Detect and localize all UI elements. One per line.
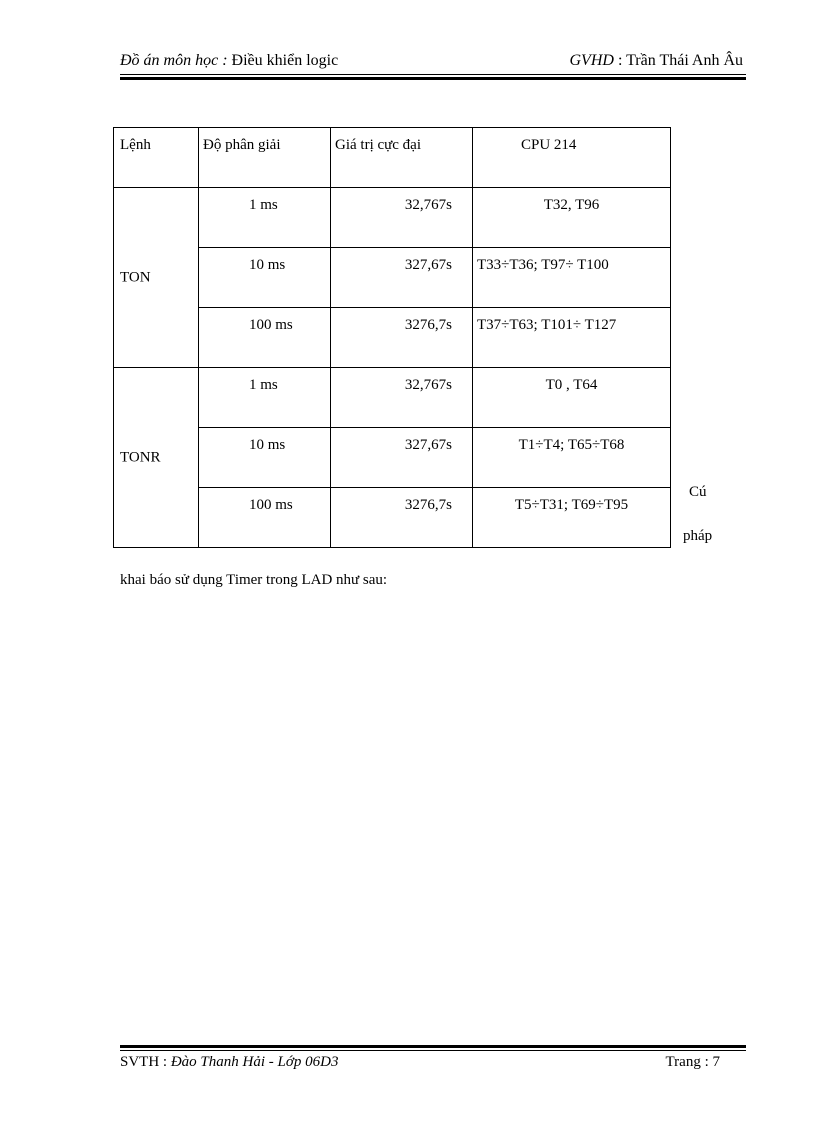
- header-rule-thin: [120, 74, 746, 75]
- header-cell-cpu: CPU 214: [473, 128, 671, 188]
- cpu-cell: T0 , T64: [473, 368, 671, 428]
- resolution-cell: 1 ms: [199, 368, 331, 428]
- page-header: [120, 52, 746, 74]
- page-footer: [120, 1054, 746, 1076]
- resolution-cell: 100 ms: [199, 308, 331, 368]
- mode-cell-ton: TON: [114, 188, 199, 368]
- body-text-line: khai báo sử dụng Timer trong LAD như sau:: [120, 572, 388, 588]
- resolution-cell: 100 ms: [199, 488, 331, 548]
- header-cell-max-value: Giá trị cực đại: [331, 128, 473, 188]
- table-row: [114, 368, 671, 428]
- cpu-cell: T32, T96: [473, 188, 671, 248]
- header-advisor: [570, 52, 744, 70]
- cpu-cell: T37÷T63; T101÷ T127: [473, 308, 671, 368]
- header-advisor-name: : Trần Thái Anh Âu: [613, 52, 743, 69]
- max-value-cell: 327,67s: [331, 248, 473, 308]
- footer-student: [120, 1054, 338, 1071]
- footer-rule-thin: [120, 1050, 746, 1051]
- footer-svth-label: SVTH :: [120, 1054, 171, 1070]
- header-course-label: Đồ án môn học :: [120, 52, 228, 69]
- resolution-cell: 10 ms: [199, 248, 331, 308]
- table-row: [114, 188, 671, 248]
- mode-cell-tonr: TONR: [114, 368, 199, 548]
- timer-table: [113, 127, 671, 548]
- resolution-cell: 10 ms: [199, 428, 331, 488]
- side-word-cu: Cú: [689, 484, 707, 500]
- max-value-cell: 32,767s: [331, 188, 473, 248]
- cpu-cell: T1÷T4; T65÷T68: [473, 428, 671, 488]
- max-value-cell: 3276,7s: [331, 488, 473, 548]
- page-number: Trang : 7: [665, 1054, 720, 1070]
- max-value-cell: 3276,7s: [331, 308, 473, 368]
- header-course-name: Điều khiển logic: [227, 52, 339, 69]
- header-advisor-label: GVHD: [569, 52, 614, 69]
- header-cell-resolution: Độ phân giải: [199, 128, 331, 188]
- max-value-cell: 32,767s: [331, 368, 473, 428]
- max-value-cell: 327,67s: [331, 428, 473, 488]
- header-rule-thick: [120, 77, 746, 80]
- cpu-cell: T33÷T36; T97÷ T100: [473, 248, 671, 308]
- header-course: [120, 52, 338, 70]
- header-cell-command: Lệnh: [114, 128, 199, 188]
- footer-rule-thick: [120, 1045, 746, 1048]
- footer-student-name: Đào Thanh Hải - Lớp 06D3: [170, 1054, 339, 1070]
- table-header-row: [114, 128, 671, 188]
- side-word-phap: pháp: [683, 528, 713, 544]
- cpu-cell: T5÷T31; T69÷T95: [473, 488, 671, 548]
- resolution-cell: 1 ms: [199, 188, 331, 248]
